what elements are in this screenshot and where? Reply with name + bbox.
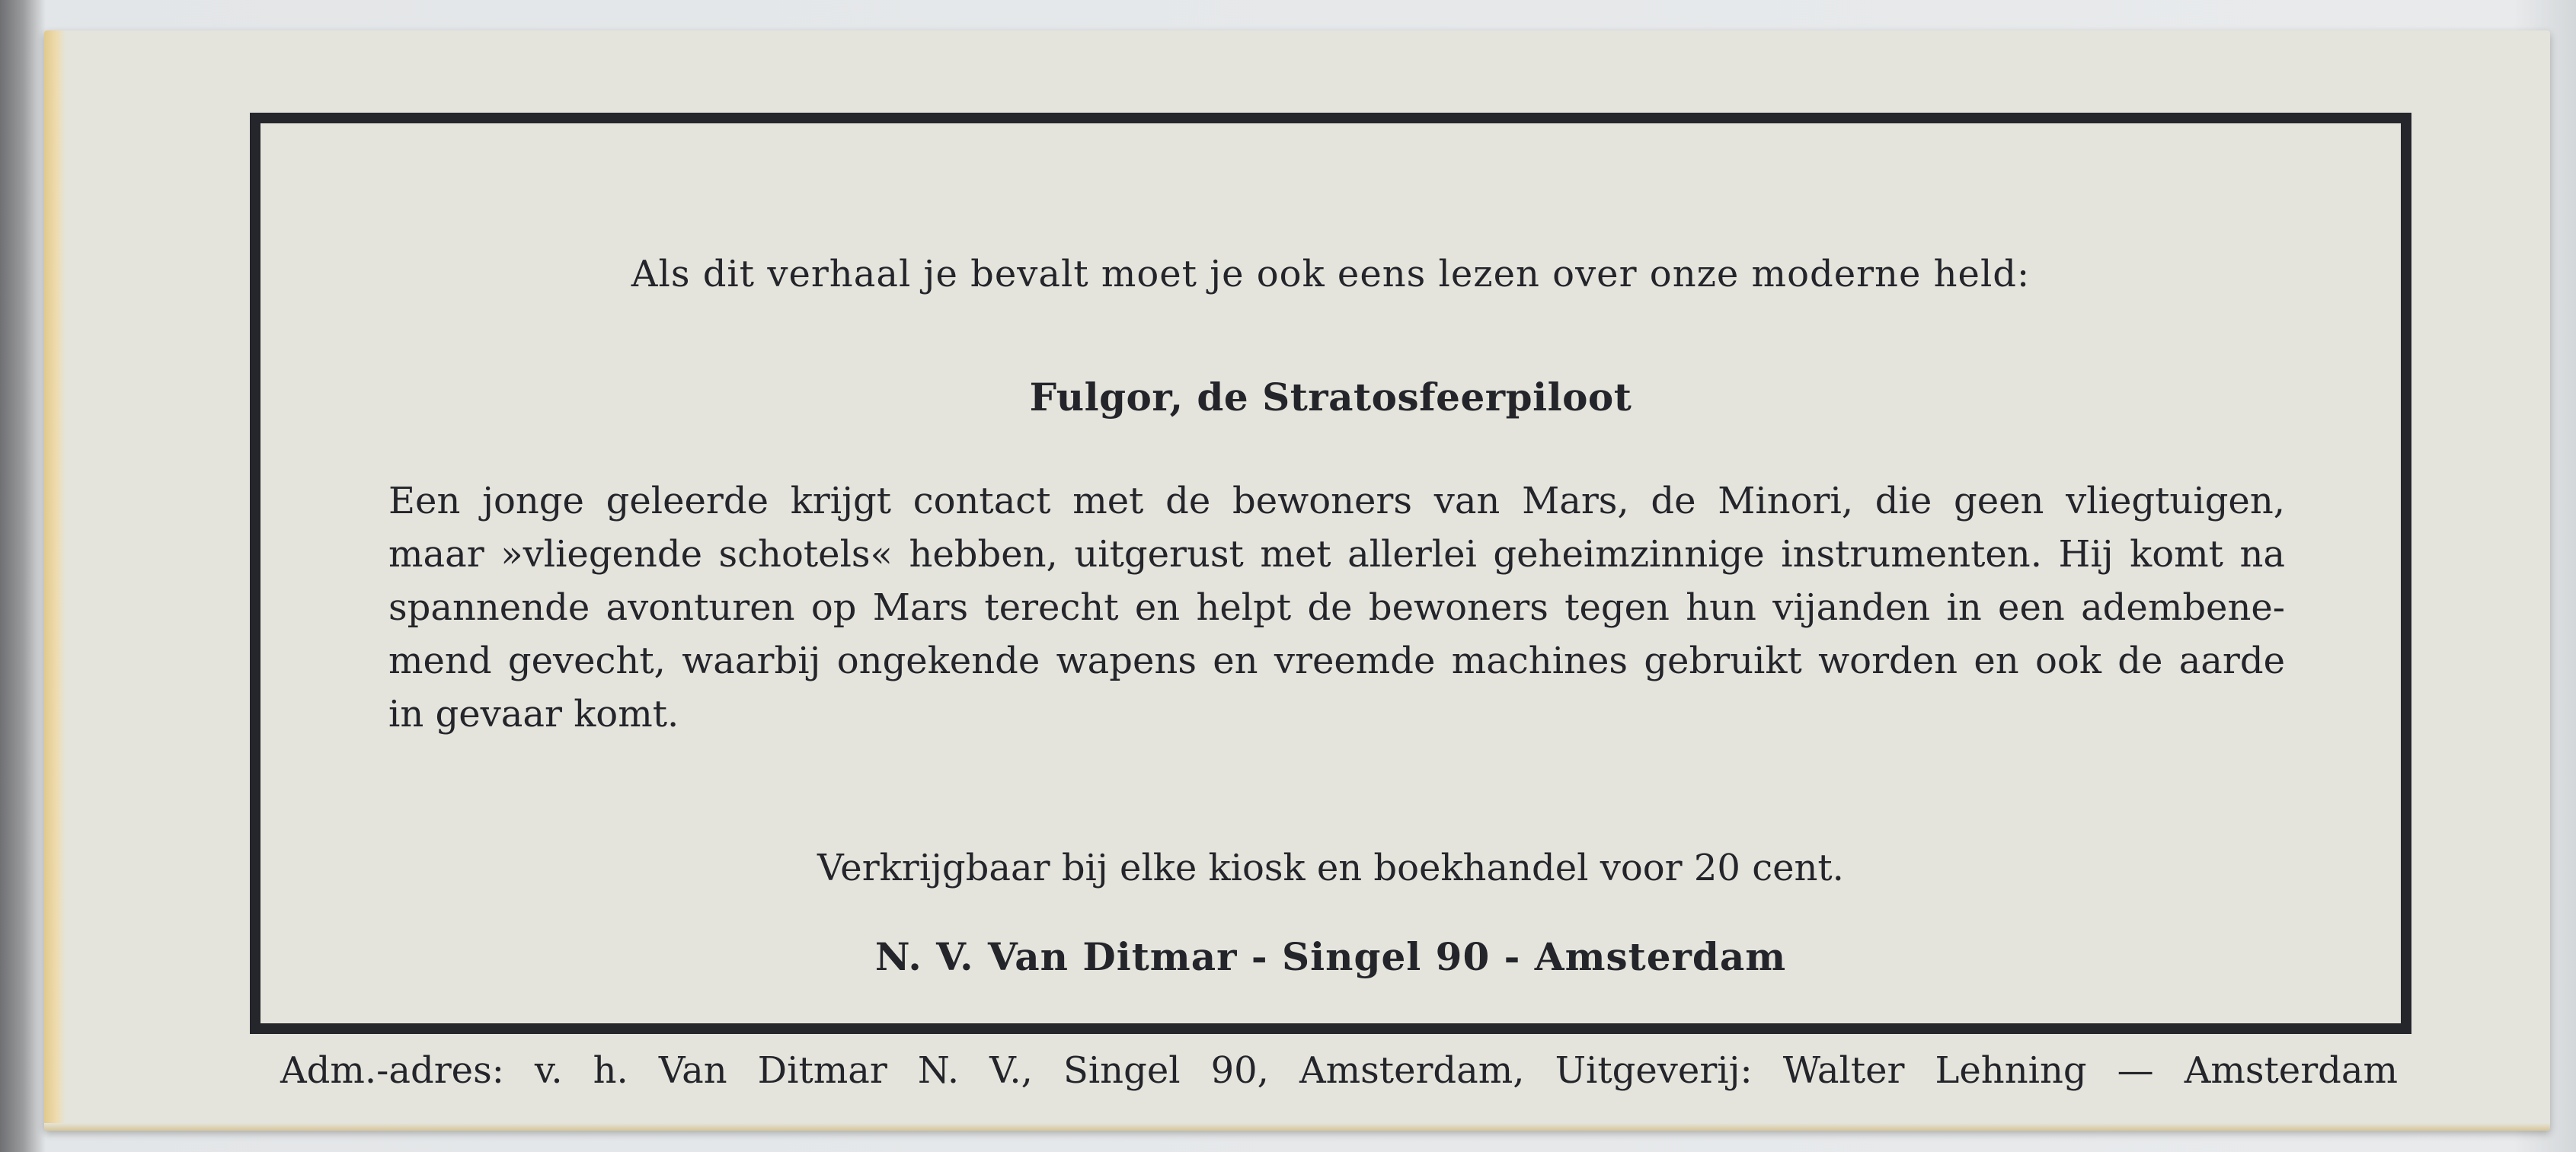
- body-line-5: in gevaar komt.: [388, 693, 679, 736]
- body-line-4: mend gevecht, waarbij ongekende wapens en vreemde machines gebruikt worden en ook de aarde: [388, 640, 2285, 682]
- footer-address: Adm.-adres: v. h. Van Ditmar N. V., Singel 90, Amsterdam, Uitgeverij: Walter Lehning — Amsterdam: [280, 1049, 2398, 1092]
- intro-text: Als dit verhaal je bevalt moet je ook eens lezen over onze moderne held:: [631, 253, 2031, 295]
- photo-shadow: [0, 0, 46, 1152]
- book-title: Fulgor, de Stratosfeerpiloot: [1029, 375, 1632, 420]
- publisher-address: N. V. Van Ditmar - Singel 90 - Amsterdam: [874, 934, 1787, 979]
- card-left-edge: [44, 30, 66, 1131]
- body-line-1: Een jonge geleerde krijgt contact met de bewoners van Mars, de Minori, die geen vliegtuigen,: [388, 480, 2285, 522]
- text-frame: [250, 113, 2411, 1034]
- body-line-2: maar »vliegende schotels« hebben, uitgerust met allerlei geheimzinnige instrumenten. Hij komt na: [388, 533, 2285, 576]
- price-text: Verkrijgbaar bij elke kiosk en boekhandel voor 20 cent.: [817, 847, 1844, 889]
- card-bottom-edge: [44, 1123, 2550, 1131]
- body-line-3: spannende avonturen op Mars terecht en helpt de bewoners tegen hun vijanden in een adembene-: [388, 586, 2285, 629]
- printed-card: [44, 30, 2550, 1131]
